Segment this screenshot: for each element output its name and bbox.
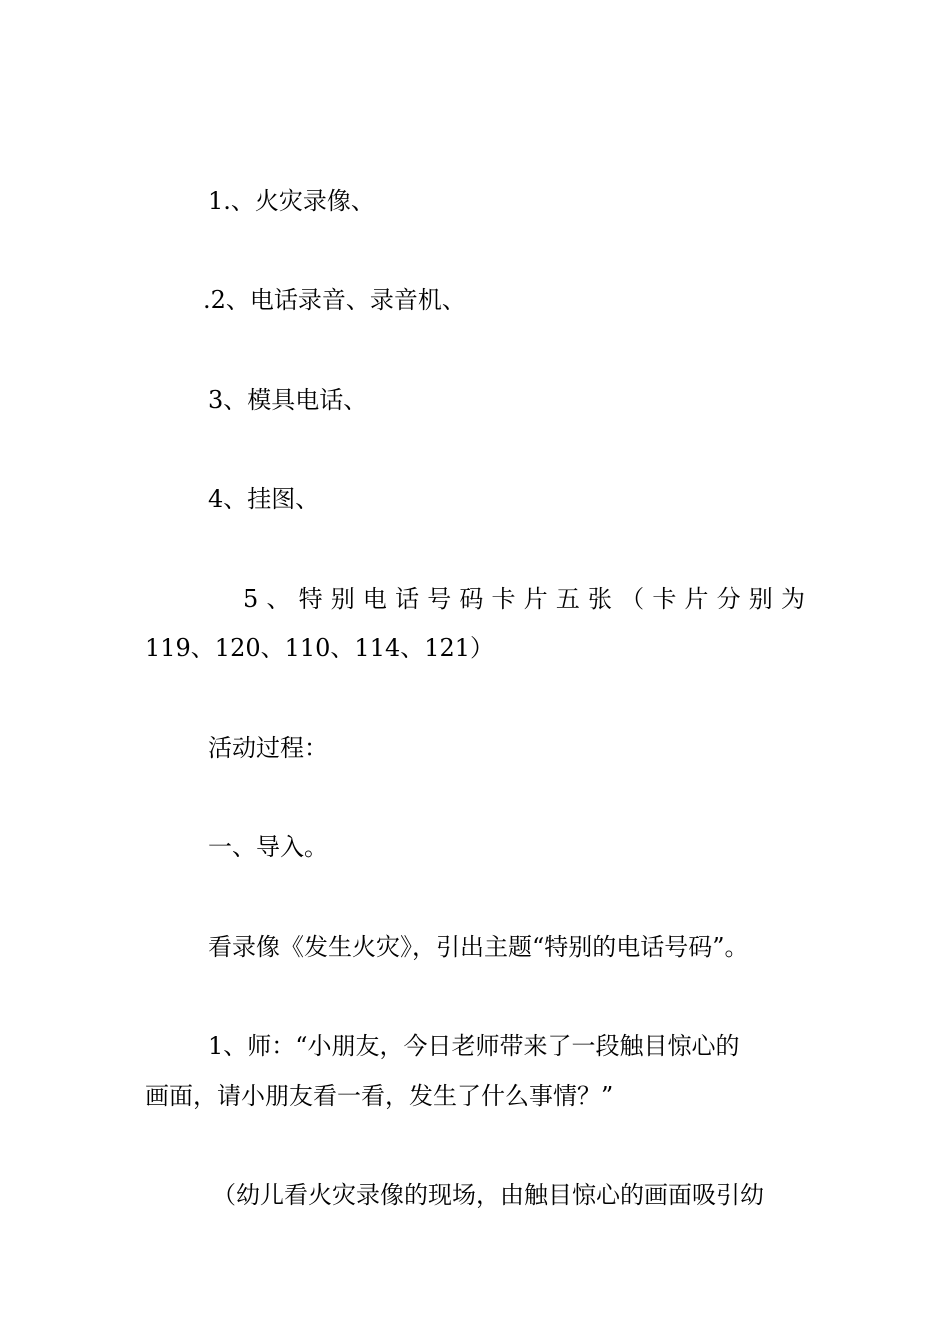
teacher-speech-line-2: 画面，请小朋友看一看，发生了什么事情？” (145, 1082, 614, 1110)
justified-char: 分 (716, 585, 741, 613)
justified-char: 卡 (652, 585, 677, 613)
justified-char: 片 (684, 585, 709, 613)
materials-item-4: 4、挂图、 (208, 485, 320, 513)
justified-char: 电 (362, 585, 387, 613)
justified-char: 、 (266, 585, 291, 613)
teacher-speech-line-1: 1、师：“小朋友，今日老师带来了一段触目惊心的 (208, 1032, 740, 1060)
section-one-heading: 一、导入。 (208, 833, 328, 861)
children-note-line-1: （幼儿看火灾录像的现场，由触目惊心的画面吸引幼 (212, 1181, 764, 1209)
watch-video-paragraph: 看录像《发生火灾》，引出主题“特别的电话号码”。 (208, 933, 749, 961)
justified-char: （ (620, 585, 645, 613)
materials-item-2: .2、电话录音、录音机、 (203, 286, 466, 314)
justified-char: 卡 (491, 585, 516, 613)
justified-char: 为 (780, 585, 805, 613)
materials-item-1: 1.、火灾录像、 (208, 187, 375, 215)
activity-process-heading: 活动过程： (208, 734, 328, 762)
materials-item-3: 3、模具电话、 (208, 386, 368, 414)
justified-char: 号 (427, 585, 452, 613)
justified-char: 张 (588, 585, 612, 613)
justified-char: 话 (395, 585, 420, 613)
justified-char: 特 (298, 585, 323, 613)
justified-char: 别 (330, 585, 355, 613)
justified-char: 五 (555, 585, 580, 613)
justified-char: 片 (523, 585, 548, 613)
materials-item-5-line-2: 119、120、110、114、121） (145, 634, 495, 662)
justified-char: 别 (748, 585, 773, 613)
justified-char: 码 (459, 585, 484, 613)
justified-char: 5 (243, 585, 259, 613)
materials-item-5-line-1 (243, 584, 805, 614)
